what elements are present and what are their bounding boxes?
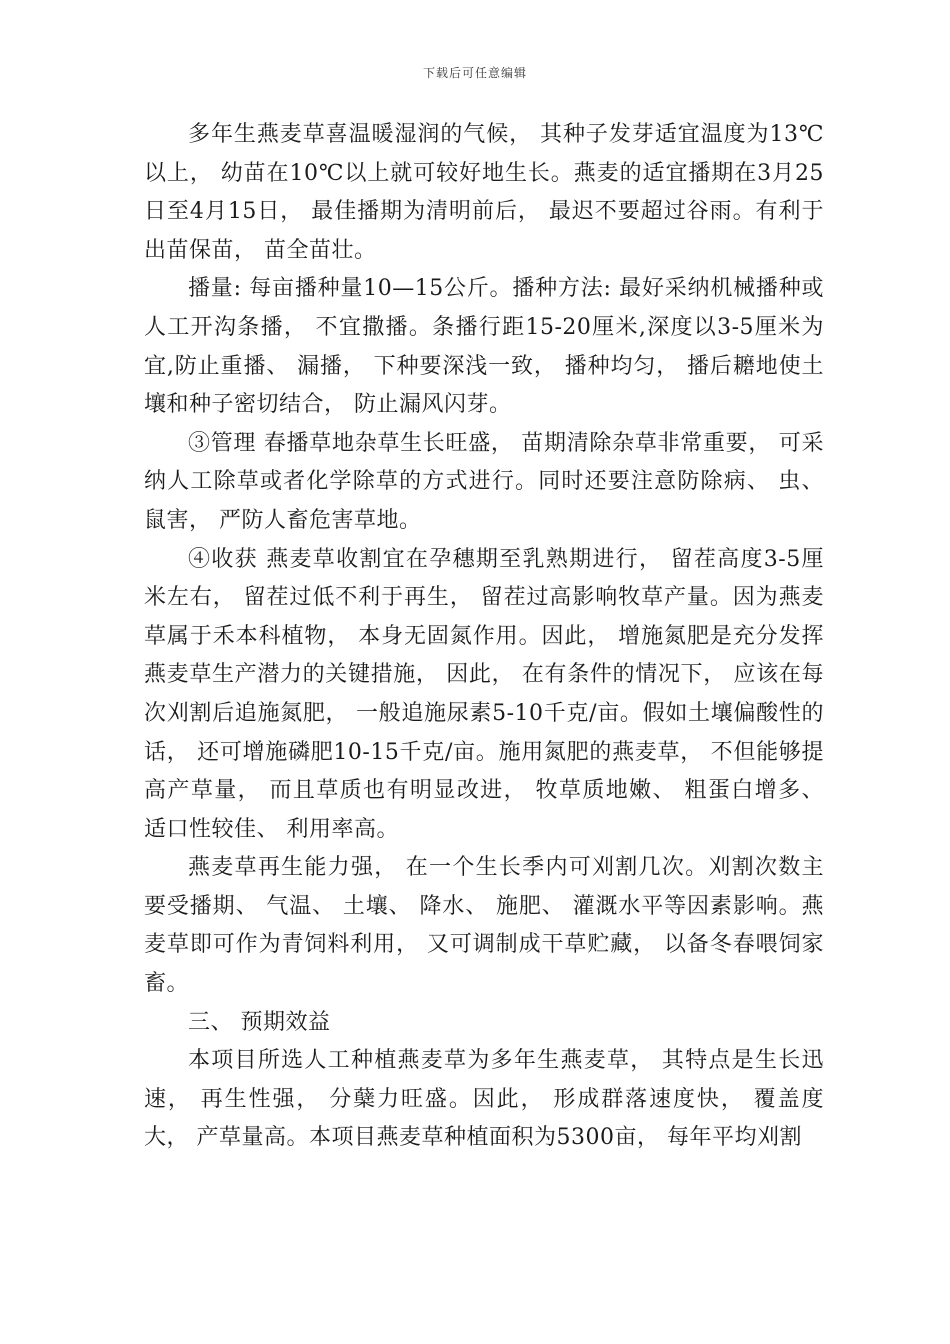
paragraph-harvest: ④收获 燕麦草收割宜在孕穗期至乳熟期进行， 留茬高度3-5厘米左右， 留茬过低不利于再生， 留茬过高影响牧草产量。因为燕麦草属于禾本科植物， 本身无固氮作用。因此， 增施氮肥是充分发挥燕麦草生产潜力的关键措施， 因此， 在有条件的情况下， 应该在每次刈割后追施氮肥， 一般追施尿素5-10千克/亩。假如土壤偏酸性的话， 还可增施磷肥10-15千克/亩。施用氮肥的燕麦草， 不但能够提高产草量， 而且草质也有明显改进， 牧草质地嫩、 粗蛋白增多、 适口性较佳、 利用率高。 [144, 546, 824, 842]
header-note: 下载后可任意编辑 [422, 66, 527, 80]
paragraph-regrowth: 燕麦草再生能力强， 在一个生长季内可刈割几次。刈割次数主要受播期、 气温、 土壤、 降水、 施肥、 灌溉水平等因素影响。燕麦草即可作为青饲料利用， 又可调制成干草贮藏， 以备冬春喂饲家畜。 [144, 855, 824, 997]
section-heading-expected-benefits: 三、 预期效益 [188, 1009, 331, 1035]
document-body [144, 116, 824, 1158]
paragraph-management: ③管理 春播草地杂草生长旺盛， 苗期清除杂草非常重要， 可采纳人工除草或者化学除草的方式进行。同时还要注意防除病、 虫、 鼠害， 严防人畜危害草地。 [144, 430, 824, 533]
paragraph-climate: 多年生燕麦草喜温暖湿润的气候， 其种子发芽适宜温度为13℃以上， 幼苗在10℃以上就可较好地生长。燕麦的适宜播期在3月25日至4月15日， 最佳播期为清明前后， 最迟不要超过谷雨。有利于出苗保苗， 苗全苗壮。 [144, 122, 824, 263]
paragraph-benefits: 本项目所选人工种植燕麦草为多年生燕麦草， 其特点是生长迅速， 再生性强， 分蘖力旺盛。因此， 形成群落速度快， 覆盖度大， 产草量高。本项目燕麦草种植面积为5300亩， 每年平均刈割 [144, 1048, 824, 1151]
paragraph-sowing: 播量: 每亩播种量10—15公斤。播种方法: 最好采纳机械播种或人工开沟条播， 不宜撒播。条播行距15-20厘米,深度以3-5厘米为宜,防止重播、 漏播， 下种要深浅一致， 播种均匀， 播后耱地使土壤和种子密切结合， 防止漏风闪芽。 [144, 276, 824, 418]
